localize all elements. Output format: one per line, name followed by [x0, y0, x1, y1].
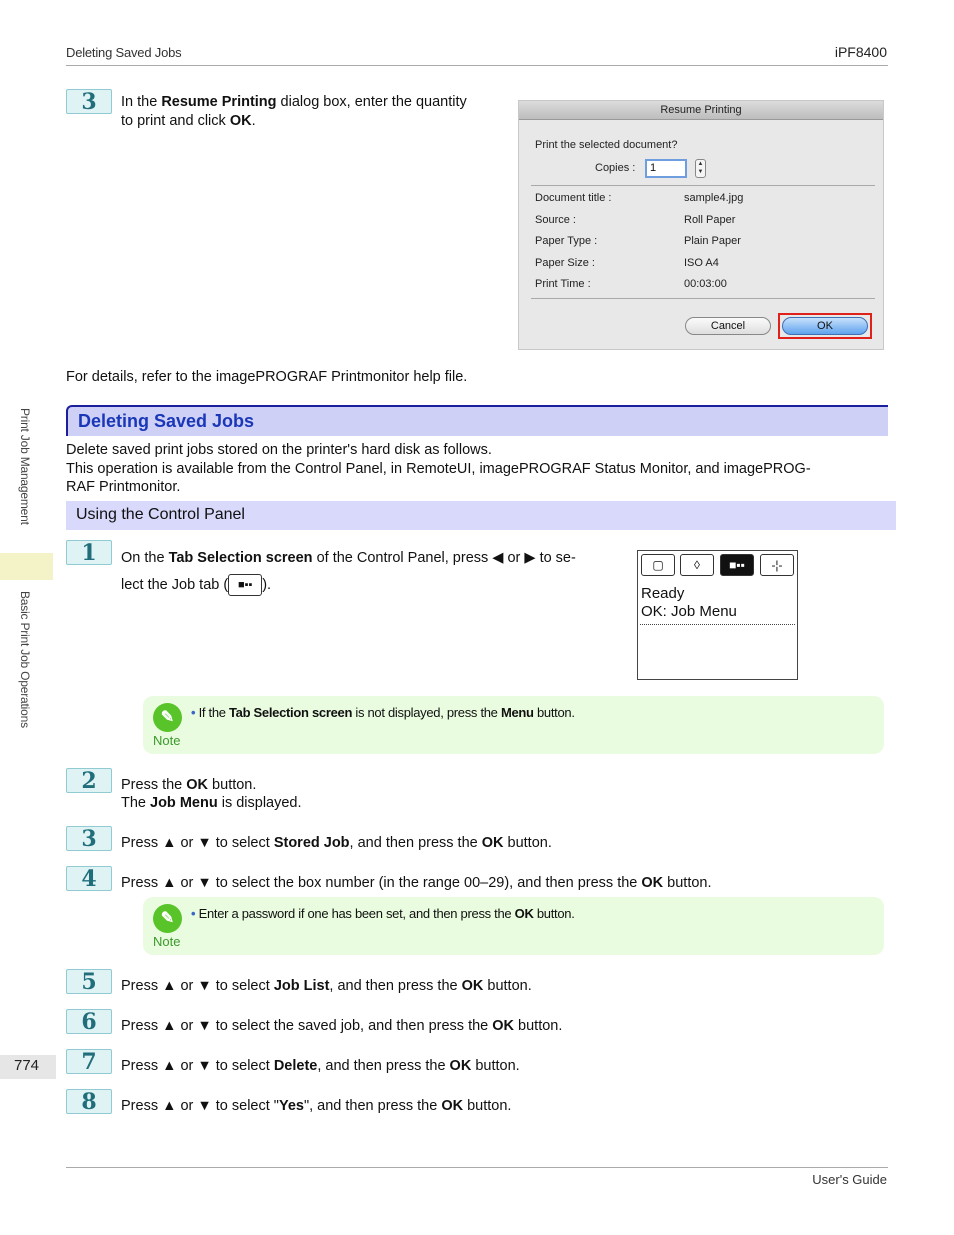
resume-printing-dialog [518, 100, 884, 350]
job-tab-icon: ■▪▪ [228, 574, 262, 596]
step-badge: 4 [66, 866, 112, 891]
field-value: Plain Paper [684, 235, 741, 247]
field-label: Paper Type : [535, 235, 598, 247]
step-text: On the Tab Selection screen of the Control Panel, press ◀ or ▶ to se- lect the Job tab ( ■▪▪ ). [121, 545, 626, 599]
intro-line: Delete saved print jobs stored on the printer's hard disk as follows. [66, 442, 492, 458]
job-tab-icon: ■▪▪ [720, 554, 754, 576]
step-text: Press ▲ or ▼ to select the saved job, and then press the OK button. [121, 1018, 563, 1034]
paper-tab-icon: ▢ [641, 554, 675, 576]
step-badge: 3 [66, 826, 112, 851]
control-panel-display [637, 550, 798, 680]
ok-button[interactable]: OK [782, 317, 868, 335]
cancel-button[interactable]: Cancel [685, 317, 771, 335]
dialog-divider [531, 185, 875, 186]
field-value: Roll Paper [684, 214, 736, 226]
header-rule [66, 65, 888, 66]
note-text: • If the Tab Selection screen is not displayed, press the Menu button. [191, 705, 575, 720]
step-badge: 8 [66, 1089, 112, 1114]
dialog-title: Resume Printing [519, 101, 883, 120]
step-text: Press ▲ or ▼ to select Job List, and then press the OK button. [121, 978, 532, 994]
page-number: 774 [0, 1055, 56, 1079]
running-header-model: iPF8400 [834, 44, 887, 60]
field-label: Paper Size : [535, 257, 595, 269]
footer-guide-title: User's Guide [812, 1172, 887, 1187]
lcd-hint: OK: Job Menu [641, 603, 737, 620]
step-badge: 5 [66, 969, 112, 994]
side-chapter-label: Print Job Management [18, 408, 32, 525]
step-badge: 3 [66, 89, 112, 114]
note-box [143, 897, 884, 955]
spin-up-icon[interactable]: ▲ [697, 161, 704, 167]
dialog-prompt: Print the selected document? [535, 139, 678, 151]
field-value: ISO A4 [684, 257, 719, 269]
dialog-divider [531, 298, 875, 299]
side-chapter-marker [0, 553, 53, 580]
ink-tab-icon: ◊ [680, 554, 714, 576]
step-text: Press ▲ or ▼ to select the box number (in the range 00–29), and then press the OK button. [121, 875, 712, 891]
step-badge: 6 [66, 1009, 112, 1034]
field-label: Document title : [535, 192, 612, 204]
note-pencil-icon: ✎ [153, 904, 182, 933]
note-pencil-icon: ✎ [153, 703, 182, 732]
subsection-title: Using the Control Panel [76, 506, 245, 523]
step-badge: 1 [66, 540, 112, 565]
details-text: For details, refer to the imagePROGRAF Printmonitor help file. [66, 369, 468, 385]
copies-label: Copies : [595, 162, 636, 174]
note-box [143, 696, 884, 754]
lcd-status: Ready [641, 585, 685, 602]
step-text: Press ▲ or ▼ to select Stored Job, and then press the OK button. [121, 835, 552, 851]
footer-rule [66, 1167, 888, 1168]
field-value: sample4.jpg [684, 192, 744, 204]
section-intro [66, 441, 896, 497]
step-badge: 2 [66, 768, 112, 793]
step-text: Press ▲ or ▼ to select "Yes", and then press the OK button. [121, 1098, 512, 1114]
intro-line: RAF Printmonitor. [66, 479, 181, 495]
step-text: Press the OK button. The Job Menu is displayed. [121, 777, 302, 811]
running-header-section: Deleting Saved Jobs [66, 45, 182, 60]
copies-stepper[interactable] [695, 159, 706, 178]
note-text: • Enter a password if one has been set, and then press the OK button. [191, 906, 575, 921]
step-text: In the Resume Printing dialog box, enter the quantity to print and click OK. [121, 94, 467, 129]
field-value: 00:03:00 [684, 278, 727, 290]
field-label: Print Time : [535, 278, 591, 290]
subsection-heading [66, 501, 896, 530]
field-label: Source : [535, 214, 576, 226]
section-heading [66, 405, 888, 436]
step-badge: 7 [66, 1049, 112, 1074]
intro-line: This operation is available from the Control Panel, in RemoteUI, imagePROGRAF Status Monitor, and imagePROG- [66, 460, 811, 477]
section-title: Deleting Saved Jobs [78, 411, 255, 431]
copies-input[interactable]: 1 [645, 159, 687, 178]
settings-tab-icon: -¦- [760, 554, 794, 576]
side-section-label: Basic Print Job Operations [18, 591, 32, 728]
note-label: Note [153, 934, 181, 949]
step-text: Press ▲ or ▼ to select Delete, and then press the OK button. [121, 1058, 520, 1074]
spin-down-icon[interactable]: ▼ [697, 169, 704, 175]
note-label: Note [153, 733, 181, 748]
lcd-divider [640, 624, 795, 625]
